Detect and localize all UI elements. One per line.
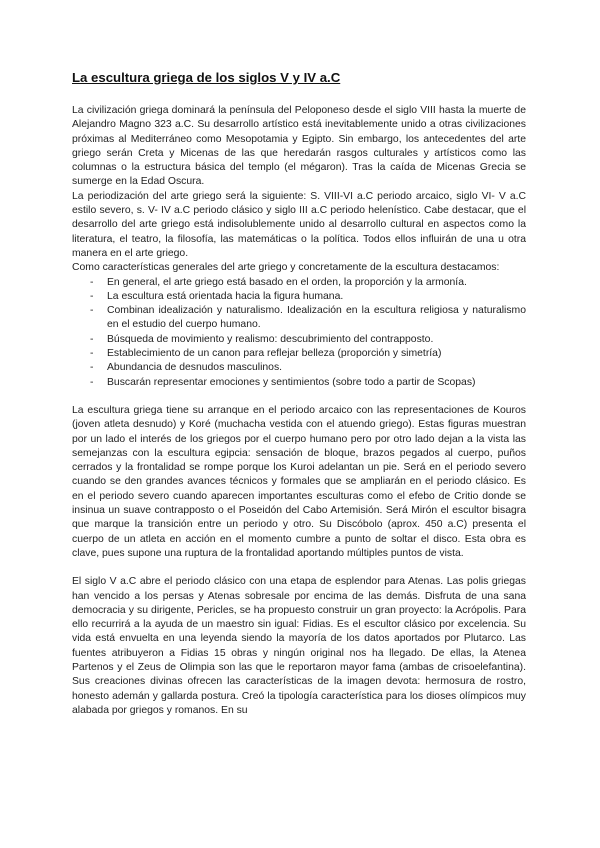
paragraph-spacer	[72, 390, 526, 404]
list-item-text: Establecimiento de un canon para reflejar belleza (proporción y simetría)	[107, 348, 442, 360]
bullet-marker: -	[90, 376, 94, 388]
document-title: La escultura griega de los siglos V y IV a.C	[72, 70, 341, 85]
paragraph-archaic-period: La escultura griega tiene su arranque en el periodo arcaico con las representaciones de Kouros (joven atleta desnudo) y Koré (muchacha vestida con el atuendo griego). Estas figuras muestran por un lado el interés de los griegos por el cuerpo humano pero por otro lado dejan a la vista las semejanzas con la escultura egipcia: sensación de bloque, brazos pegados al cuerpo, puños cerrados y la frontalidad se rompe porque los Kuroi adelantan un pie. Será en el periodo severo cuando se den grandes avances técnicos y formales que se ampliarán en el periodo clásico. Es en el periodo severo cuando aparecen importantes esculturas como el efebo de Critio donde se insinua un suave contrapposto o el Poseidón del Cabo Artemisión. Será Mirón el escultor bisagra que marque la transición entre un periodo y otro. Su Discóbolo (aprox. 450 a.C) presenta el cuerpo de un atleta en acción en el momento cumbre a punto de soltar el disco. Esta obra es clave, pues supone una ruptura de la frontalidad aportando múltiples puntos de vista.	[72, 404, 526, 559]
characteristics-list	[72, 276, 526, 390]
document-page	[72, 70, 526, 718]
list-item	[72, 347, 526, 361]
bullet-marker: -	[90, 276, 94, 288]
bullet-marker: -	[90, 348, 94, 360]
list-item	[72, 304, 526, 333]
list-item-text: Búsqueda de movimiento y realismo: descubrimiento del contrapposto.	[107, 333, 434, 345]
list-item-text: Abundancia de desnudos masculinos.	[107, 362, 283, 374]
bullet-marker: -	[90, 305, 94, 317]
list-item	[72, 361, 526, 375]
list-item	[72, 290, 526, 304]
paragraph-periodization: La periodización del arte griego será la siguiente: S. VIII-VI a.C periodo arcaico, siglo VI- V a.C estilo severo, s. V- IV a.C periodo clásico y siglo III a.C periodo helenístico. Cabe destacar, que el desarrollo del arte griego está indisolublemente unido al desarrollo cultural en aspectos como la literatura, el teatro, la filosofía, las matemáticas o la política. Todos ellos influirán de una u otra manera en el arte griego.	[72, 190, 526, 259]
list-item	[72, 333, 526, 347]
bullet-marker: -	[90, 333, 94, 345]
list-item	[72, 376, 526, 390]
list-item-text: La escultura está orientada hacia la figura humana.	[107, 290, 344, 302]
paragraph-characteristics-lead: Como características generales del arte griego y concretamente de la escultura destacamos:	[72, 262, 500, 274]
paragraph-spacer	[72, 561, 526, 575]
list-item-text: Buscarán representar emociones y sentimientos (sobre todo a partir de Scopas)	[107, 376, 476, 388]
list-item	[72, 276, 526, 290]
bullet-marker: -	[90, 290, 94, 302]
paragraph-intro-civilization: La civilización griega dominará la península del Peloponeso desde el siglo VIII hasta la muerte de Alejandro Magno 323 a.C. Su desarrollo artístico está inevitablemente unido a otras civilizaciones próximas al Mediterráneo como Mesopotamia y Egipto. Sin embargo, los antecedentes del arte griego serán Creta y Micenas de las que heredarán rasgos culturales y artísticos como las columnas o la estructura básica del templo (el mégaron). Tras la caída de Micenas Grecia se sumerge en la Edad Oscura.	[72, 105, 526, 188]
list-item-text: En general, el arte griego está basado en el orden, la proporción y la armonía.	[107, 276, 467, 288]
bullet-marker: -	[90, 362, 94, 374]
paragraph-classic-period: El siglo V a.C abre el periodo clásico con una etapa de esplendor para Atenas. Las polis griegas han vencido a los persas y Atenas sobresale por encima de las demás. Disfruta de una sana democracia y su dirigente, Pericles, se ha propuesto construir un gran proyecto: la Acrópolis. Para ello recurrirá a la ayuda de un maestro sin igual: Fidias. Es el escultor clásico por excelencia. Su vida está envuelta en una leyenda siendo la mayoría de los datos aportados por Plutarco. Las fuentes atribuyeron a Fidias 15 obras y ningún original nos ha llegado. De ellas, la Atenea Partenos y el Zeus de Olimpia son las que le reportaron mayor fama (ambas de crisoelefantina). Sus creaciones divinas ofrecen las características de la imagen devota: hermosura de rostro, honesto ademán y gallarda postura. Creó la tipología característica para los dioses olímpicos muy alabada por griegos y romanos. En su	[72, 576, 526, 716]
list-item-text: Combinan idealización y naturalismo. Idealización en la escultura religiosa y naturalismo en el estudio del cuerpo humano.	[107, 305, 526, 331]
